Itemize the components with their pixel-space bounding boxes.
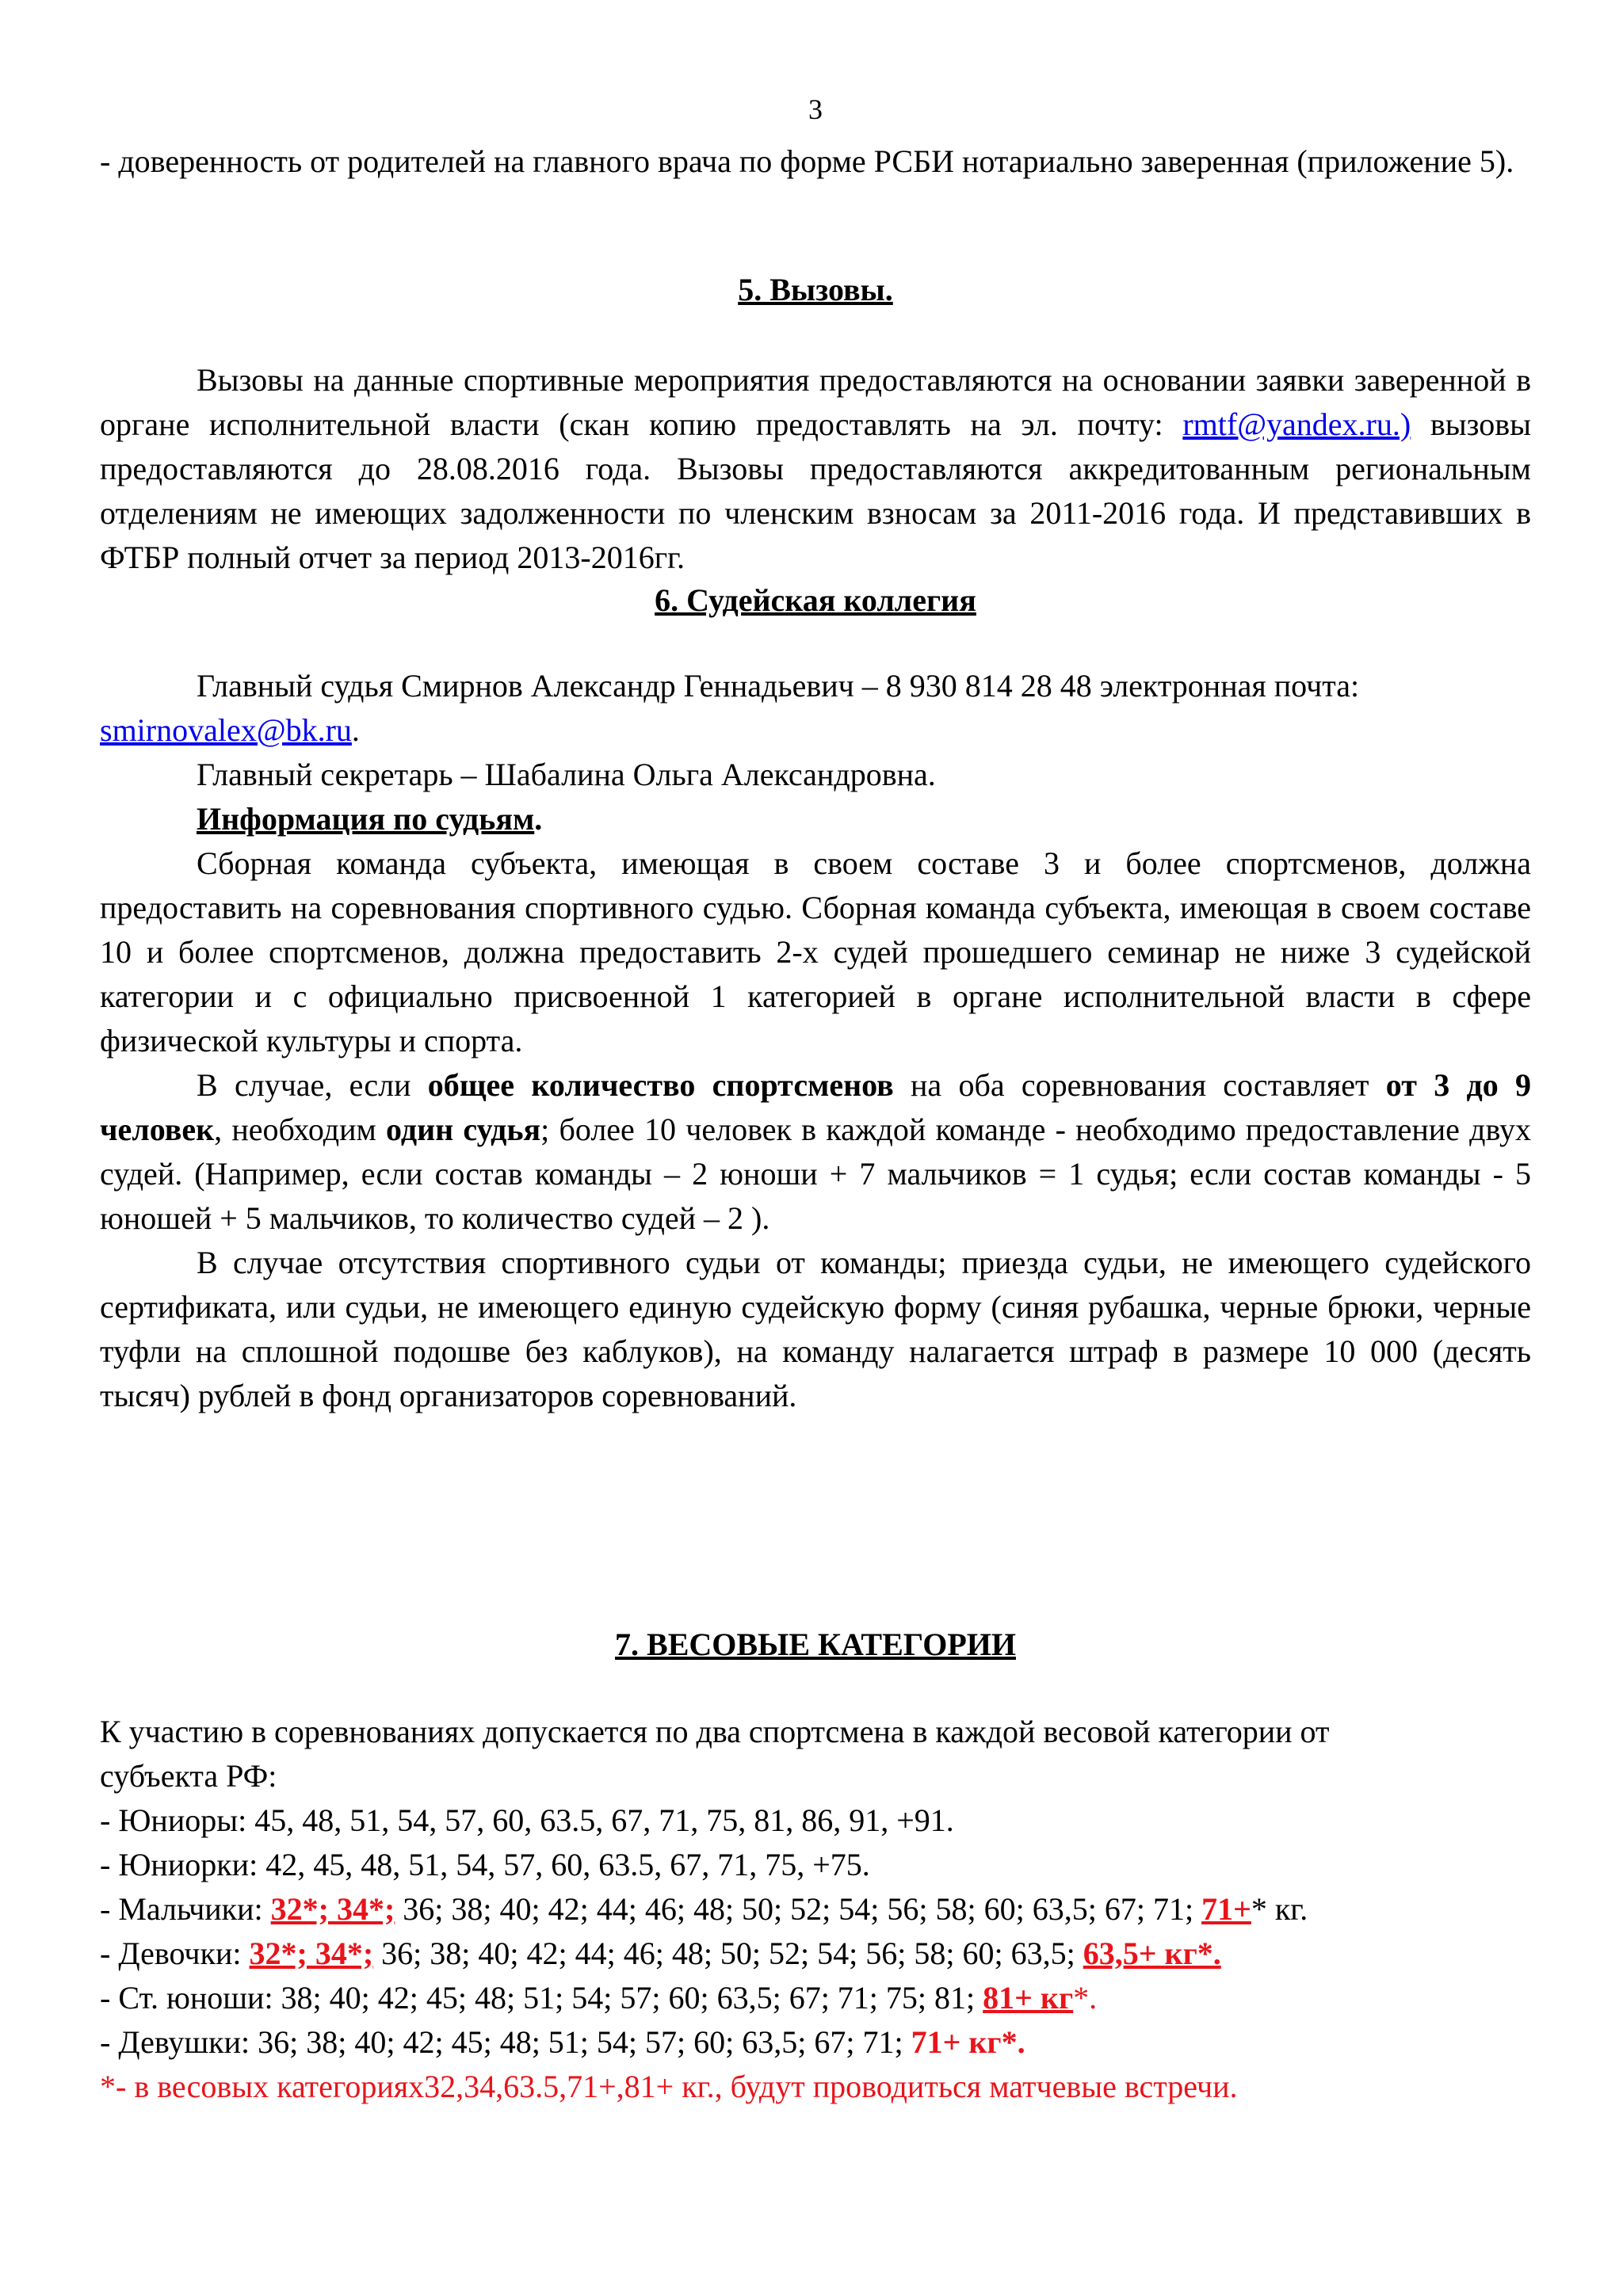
page-number: 3 xyxy=(808,93,823,125)
juniors-female-weights: - Юниорки: 42, 45, 48, 51, 54, 57, 60, 63.5, 67, 71, 75, +75. xyxy=(100,1847,870,1882)
section-7-title: 7. ВЕСОВЫЕ КАТЕГОРИИ xyxy=(615,1627,1016,1662)
rmtf-email-link[interactable]: rmtf@yandex.ru.) xyxy=(1182,406,1411,442)
section-6-title: 6. Судейская коллегия xyxy=(655,582,976,618)
power-of-attorney-item: - доверенность от родителей на главного врача по форме РСБИ нотариально заверенная (приложение 5). xyxy=(100,143,1514,179)
section-5-title: 5. Вызовы. xyxy=(738,272,893,307)
judges-info-heading: Информация по судьям. xyxy=(197,801,543,837)
boys-weights: - Мальчики: 32*; 34*; 36; 38; 40; 42; 44; 46; 48; 50; 52; 54; 56; 58; 60; 63,5; 67; 71; 71+* кг. xyxy=(100,1891,1308,1927)
women-weights: - Девушки: 36; 38; 40; 42; 45; 48; 51; 54; 57; 60; 63,5; 67; 71; 71+ кг*. xyxy=(100,2024,1025,2060)
match-note: *- в весовых категориях32,34,63.5,71+,81+ кг., будут проводиться матчевые встречи. xyxy=(100,2069,1238,2104)
judge-absence-paragraph: В случае отсутствия спортивного судьи от команды; приезда судьи, не имеющего судейского сертификата, или судьи, не имеющего единую судейскую форму (синяя рубашка, черные брюки, черные туфли на сплошной подошве без каблуков), на команду налагается штраф в размере 10 000 (десять тысяч) рублей в фонд организаторов соревнований. xyxy=(100,1245,1531,1413)
senior-boys-weights: - Ст. юноши: 38; 40; 42; 45; 48; 51; 54; 57; 60; 63,5; 67; 71; 75; 81; 81+ кг*. xyxy=(100,1980,1098,2016)
judge-email-link[interactable]: smirnovalex@bk.ru xyxy=(100,712,352,748)
chief-secretary-line: Главный секретарь – Шабалина Ольга Александровна. xyxy=(197,757,936,792)
section-5-paragraph: Вызовы на данные спортивные мероприятия предоставляются на основании заявки заверенной в органе исполнительной власти (скан копию предоставлять на эл. почту: rmtf@yandex.ru.) вызовы предоставляются до 28.08.2016 года. Вызовы предоставляются аккредитованным региональным отделениям не имеющих задолженности по членским взносам за 2011-2016 года. И представивших в ФТБР полный отчет за период 2013-2016гг. xyxy=(100,362,1532,575)
weight-intro: К участию в соревнованиях допускается по два спортсмена в каждой весовой категории от субъекта РФ: xyxy=(100,1714,1330,1794)
team-judges-paragraph: Сборная команда субъекта, имеющая в своем составе 3 и более спортсменов, должна предоставить на соревнования спортивного судью. Сборная команда субъекта, имеющая в своем составе 10 и более спортсменов, должна предоставить 2-х судей прошедшего семинар не ниже 3 судейской категории и с официально присвоенной 1 категорией в органе исполнительной власти в сфере физической культуры и спорта. xyxy=(100,845,1531,1058)
girls-weights: - Девочки: 32*; 34*; 36; 38; 40; 42; 44; 46; 48; 50; 52; 54; 56; 58; 60; 63,5; 63,5+ кг*. xyxy=(100,1936,1221,1971)
judges-count-paragraph: В случае, если общее количество спортсменов на оба соревнования составляет от 3 до 9 человек, необходим один судья; более 10 человек в каждой команде - необходимо предоставление двух судей. (Например, если состав команды – 2 юноши + 7 мальчиков = 1 судья; если состав команды - 5 юношей + 5 мальчиков, то количество судей – 2 ). xyxy=(100,1067,1532,1236)
juniors-male-weights: - Юниоры: 45, 48, 51, 54, 57, 60, 63.5, 67, 71, 75, 81, 86, 91, +91. xyxy=(100,1802,954,1838)
chief-judge-line: Главный судья Смирнов Александр Геннадьевич – 8 930 814 28 48 электронная почта: smirnovalex@bk.ru. xyxy=(100,668,1360,748)
